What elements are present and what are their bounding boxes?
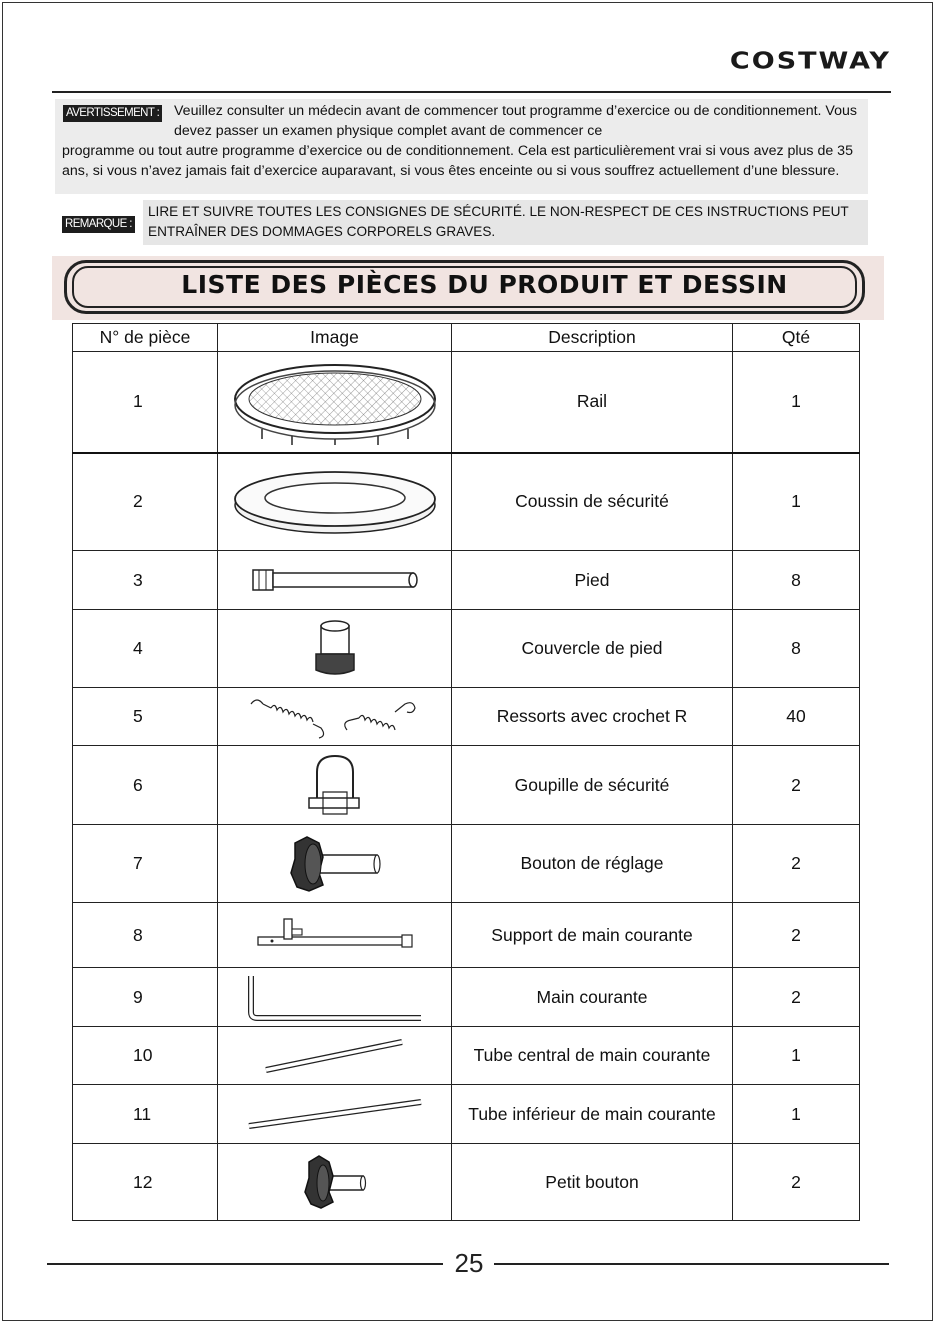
part-number: 1 bbox=[73, 352, 218, 453]
part-image bbox=[218, 1085, 452, 1144]
header-rule bbox=[52, 91, 891, 93]
table-row bbox=[73, 551, 860, 610]
warning-text-first: Veuillez consulter un médecin avant de commencer tout programme d’exercice ou de conditionnement. Vous devez passer un examen physique complet avant de commencer ce bbox=[174, 103, 857, 139]
warning-text-rest: programme ou tout autre programme d’exercice ou de conditionnement. Cela est particulièrement vrai si vous avez plus de 35 ans, si vous n’avez jamais fait d’exercice auparavant, si vous êtes enceinte ou si vous souffrez actuellement d’une blessure. bbox=[62, 143, 853, 179]
handrail-icon bbox=[245, 972, 425, 1022]
page-number: 25 bbox=[454, 1248, 484, 1278]
header-part-number: N° de pièce bbox=[73, 324, 218, 352]
brand-logo: COSTWAY bbox=[729, 48, 891, 75]
table-row bbox=[73, 1085, 860, 1144]
table-row bbox=[73, 825, 860, 903]
part-description: Support de main courante bbox=[452, 903, 733, 968]
part-quantity: 8 bbox=[733, 551, 860, 610]
part-number: 2 bbox=[73, 453, 218, 551]
part-image bbox=[218, 688, 452, 746]
part-image bbox=[218, 1144, 452, 1221]
part-description: Main courante bbox=[452, 968, 733, 1027]
part-image bbox=[218, 825, 452, 903]
part-number: 11 bbox=[73, 1085, 218, 1144]
part-description: Rail bbox=[452, 352, 733, 453]
part-description: Tube central de main courante bbox=[452, 1027, 733, 1085]
part-quantity: 8 bbox=[733, 610, 860, 688]
parts-table bbox=[72, 323, 860, 1221]
note-tag: REMARQUE : bbox=[62, 216, 135, 233]
part-description: Couvercle de pied bbox=[452, 610, 733, 688]
part-quantity: 2 bbox=[733, 968, 860, 1027]
part-image bbox=[218, 551, 452, 610]
part-image bbox=[218, 746, 452, 825]
part-number: 3 bbox=[73, 551, 218, 610]
safety-pad-icon bbox=[232, 469, 438, 535]
part-number: 10 bbox=[73, 1027, 218, 1085]
section-title: LISTE DES PIÈCES DU PRODUIT ET DESSIN bbox=[181, 270, 788, 299]
part-number: 8 bbox=[73, 903, 218, 968]
table-row bbox=[73, 968, 860, 1027]
header-quantity: Qté bbox=[733, 324, 860, 352]
table-header-row bbox=[73, 324, 860, 352]
part-image bbox=[218, 610, 452, 688]
table-row bbox=[73, 1144, 860, 1221]
footer-rule-left bbox=[47, 1263, 443, 1265]
part-number: 4 bbox=[73, 610, 218, 688]
part-description: Coussin de sécurité bbox=[452, 453, 733, 551]
part-quantity: 2 bbox=[733, 1144, 860, 1221]
adjust-knob-icon bbox=[289, 833, 381, 895]
part-description: Ressorts avec crochet R bbox=[452, 688, 733, 746]
leg-tube-icon bbox=[249, 565, 421, 595]
trampoline-frame-icon bbox=[232, 359, 438, 445]
table-row bbox=[73, 1027, 860, 1085]
leg-cap-icon bbox=[313, 620, 357, 678]
part-description: Pied bbox=[452, 551, 733, 610]
lower-tube-icon bbox=[243, 1094, 427, 1134]
part-image bbox=[218, 903, 452, 968]
safety-pin-icon bbox=[305, 752, 365, 818]
part-description: Petit bouton bbox=[452, 1144, 733, 1221]
part-number: 5 bbox=[73, 688, 218, 746]
part-number: 6 bbox=[73, 746, 218, 825]
handrail-support-icon bbox=[252, 915, 418, 955]
table-row bbox=[73, 610, 860, 688]
table-row bbox=[73, 903, 860, 968]
part-quantity: 2 bbox=[733, 825, 860, 903]
part-description: Bouton de réglage bbox=[452, 825, 733, 903]
table-row bbox=[73, 688, 860, 746]
part-quantity: 2 bbox=[733, 903, 860, 968]
part-quantity: 1 bbox=[733, 1085, 860, 1144]
header-image: Image bbox=[218, 324, 452, 352]
warning-tag: AVERTISSEMENT : bbox=[63, 105, 162, 122]
header-description: Description bbox=[452, 324, 733, 352]
center-tube-icon bbox=[260, 1036, 410, 1076]
part-description: Tube inférieur de main courante bbox=[452, 1085, 733, 1144]
part-quantity: 2 bbox=[733, 746, 860, 825]
table-row bbox=[73, 746, 860, 825]
small-knob-icon bbox=[303, 1152, 367, 1212]
footer-rule-right bbox=[494, 1263, 889, 1265]
part-image bbox=[218, 453, 452, 551]
part-number: 7 bbox=[73, 825, 218, 903]
part-description: Goupille de sécurité bbox=[452, 746, 733, 825]
part-image bbox=[218, 352, 452, 453]
part-number: 12 bbox=[73, 1144, 218, 1221]
table-row bbox=[73, 352, 860, 453]
springs-icon bbox=[247, 694, 423, 740]
part-image bbox=[218, 1027, 452, 1085]
part-number: 9 bbox=[73, 968, 218, 1027]
part-image bbox=[218, 968, 452, 1027]
table-row bbox=[73, 453, 860, 551]
note-text: LIRE ET SUIVRE TOUTES LES CONSIGNES DE SÉCURITÉ. LE NON-RESPECT DE CES INSTRUCTIONS PEUT ENTRAÎNER DES DOMMAGES CORPORELS GRAVES. bbox=[148, 204, 849, 239]
part-quantity: 1 bbox=[733, 352, 860, 453]
part-quantity: 1 bbox=[733, 453, 860, 551]
part-quantity: 1 bbox=[733, 1027, 860, 1085]
part-quantity: 40 bbox=[733, 688, 860, 746]
